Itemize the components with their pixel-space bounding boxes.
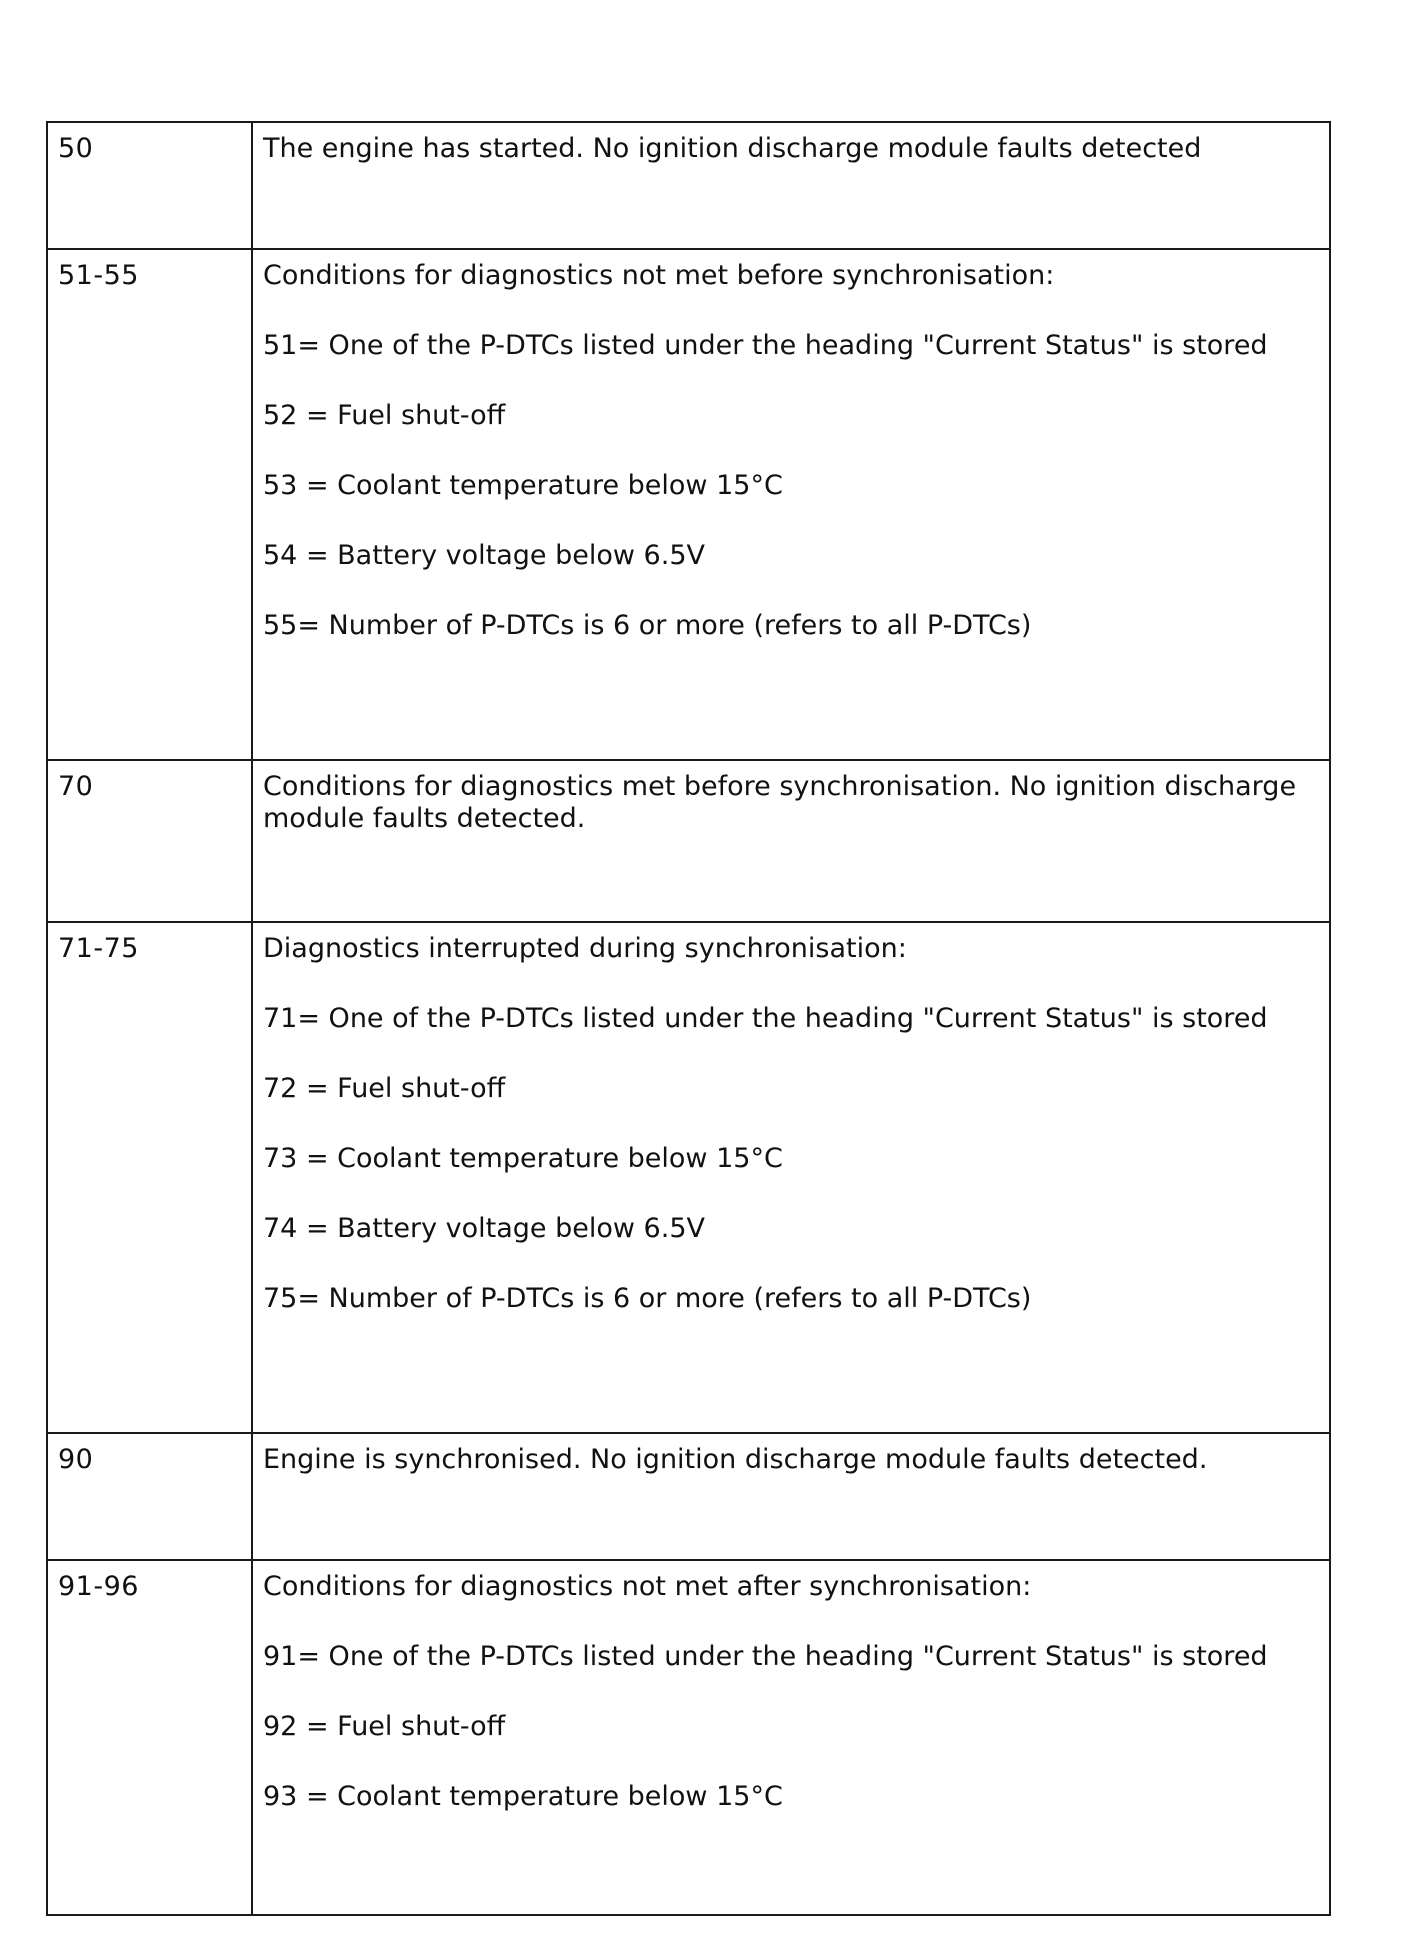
description-line: 74 = Battery voltage below 6.5V <box>263 1213 705 1244</box>
code-cell: 90 <box>47 1433 252 1560</box>
description-cell <box>252 922 1330 1433</box>
description-line: 54 = Battery voltage below 6.5V <box>263 540 705 571</box>
code-cell: 91-96 <box>47 1560 252 1915</box>
table-row <box>47 1560 1330 1915</box>
description-cell <box>252 760 1330 922</box>
description-line: 55= Number of P-DTCs is 6 or more (refers to all P-DTCs) <box>263 610 1032 641</box>
table-row <box>47 922 1330 1433</box>
table-row <box>47 760 1330 922</box>
description-line: Engine is synchronised. No ignition discharge module faults detected. <box>263 1444 1208 1475</box>
code-cell: 71-75 <box>47 922 252 1433</box>
description-cell <box>252 1560 1330 1915</box>
description-line: Conditions for diagnostics met before synchronisation. No ignition discharge module faults detected. <box>263 771 1297 834</box>
code-cell: 51-55 <box>47 249 252 760</box>
description-line: 73 = Coolant temperature below 15°C <box>263 1143 783 1174</box>
description-line: Diagnostics interrupted during synchronisation: <box>263 933 907 964</box>
description-line: The engine has started. No ignition discharge module faults detected <box>263 133 1202 164</box>
table-row <box>47 122 1330 249</box>
status-code-table <box>46 121 1331 1916</box>
code-cell: 70 <box>47 760 252 922</box>
table-row <box>47 249 1330 760</box>
description-line: 51= One of the P-DTCs listed under the heading "Current Status" is stored <box>263 330 1268 361</box>
description-line: 75= Number of P-DTCs is 6 or more (refers to all P-DTCs) <box>263 1283 1032 1314</box>
description-line: 93 = Coolant temperature below 15°C <box>263 1781 783 1812</box>
description-cell <box>252 1433 1330 1560</box>
description-line: 92 = Fuel shut-off <box>263 1711 506 1742</box>
description-line: 53 = Coolant temperature below 15°C <box>263 470 783 501</box>
code-cell: 50 <box>47 122 252 249</box>
description-line: 72 = Fuel shut-off <box>263 1073 506 1104</box>
description-line: Conditions for diagnostics not met before synchronisation: <box>263 260 1055 291</box>
description-line: Conditions for diagnostics not met after synchronisation: <box>263 1571 1032 1602</box>
description-line: 52 = Fuel shut-off <box>263 400 506 431</box>
description-line: 71= One of the P-DTCs listed under the heading "Current Status" is stored <box>263 1003 1268 1034</box>
description-line: 91= One of the P-DTCs listed under the heading "Current Status" is stored <box>263 1641 1268 1672</box>
description-cell <box>252 249 1330 760</box>
table-row <box>47 1433 1330 1560</box>
description-cell <box>252 122 1330 249</box>
